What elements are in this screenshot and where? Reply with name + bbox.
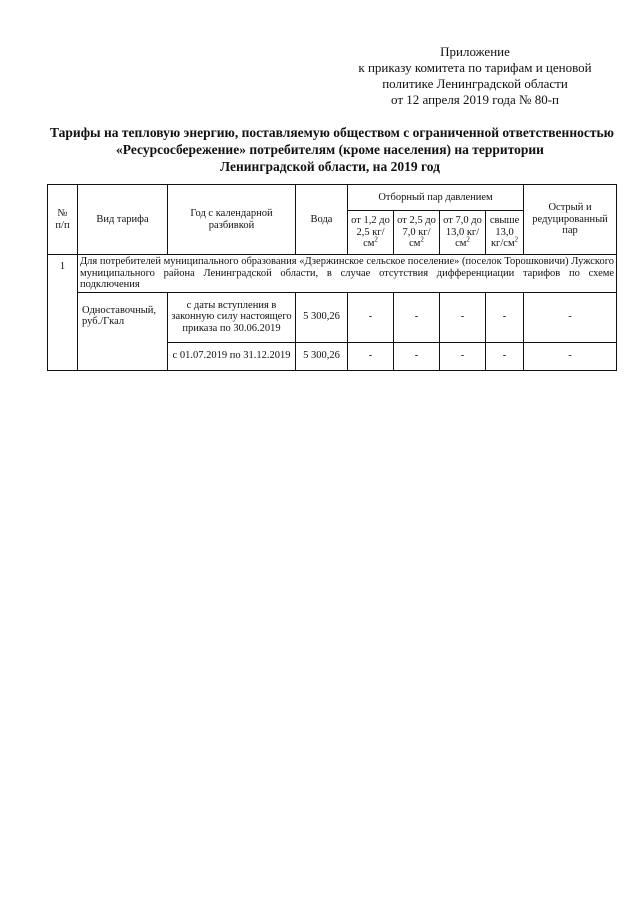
header-pressure-1-text: от 1,2 до 2,5 кг/см	[351, 215, 390, 250]
period-cell: с 01.07.2019 по 31.12.2019	[168, 342, 296, 370]
header-steam-group: Отборный пар давлением	[348, 185, 524, 211]
pressure-2-cell: -	[394, 292, 440, 342]
header-pressure-2-text: от 2,5 до 7,0 кг/см	[397, 215, 436, 250]
pressure-4-cell: -	[486, 342, 524, 370]
appendix-line-2: к приказу комитета по тарифам и ценовой	[358, 60, 592, 75]
header-tariff-type: Вид тарифа	[78, 185, 168, 255]
superscript-2: 2	[466, 235, 470, 244]
appendix-line-3: политике Ленинградской области	[382, 76, 568, 91]
title-line-2: «Ресурсосбережение» потребителям (кроме населения) на территории	[116, 142, 544, 157]
group-number: 1	[48, 255, 78, 371]
header-pressure-4-text: свыше 13,0 кг/см	[489, 215, 520, 250]
consumer-row	[48, 255, 617, 293]
title-line-1: Тарифы на тепловую энергию, поставляемую обществом с ограниченной ответственностью	[50, 125, 614, 140]
superscript-2: 2	[374, 235, 378, 244]
appendix-line-1: Приложение	[440, 44, 510, 59]
header-pressure-1	[348, 211, 394, 255]
sharp-steam-cell: -	[524, 342, 617, 370]
header-pressure-4	[486, 211, 524, 255]
table-row	[48, 292, 617, 342]
header-pressure-3-text: от 7,0 до 13,0 кг/см	[443, 215, 482, 250]
pressure-1-cell: -	[348, 342, 394, 370]
appendix-block	[340, 44, 610, 108]
pressure-2-cell: -	[394, 342, 440, 370]
header-num	[48, 185, 78, 255]
header-period: Год с календарной разбивкой	[168, 185, 296, 255]
header-num-line-2: п/п	[55, 219, 70, 231]
header-sharp-steam: Острый и редуцированный пар	[524, 185, 617, 255]
header-num-line-1: №	[57, 208, 68, 219]
title-line-3: Ленинградской области, на 2019 год	[220, 159, 440, 174]
superscript-2: 2	[514, 235, 519, 244]
appendix-line-4: от 12 апреля 2019 года № 80-п	[390, 92, 559, 107]
header-pressure-2	[394, 211, 440, 255]
consumer-description: Для потребителей муниципального образования «Дзержинское сельское поселение» (поселок Торошковичи) Лужского муниципального района Ленинградской области, в случае отсутствия дифференциации тарифов по схеме подключения	[78, 255, 617, 293]
pressure-3-cell: -	[440, 292, 486, 342]
header-water: Вода	[296, 185, 348, 255]
period-cell: с даты вступления в законную силу настоящего приказа по 30.06.2019	[168, 292, 296, 342]
sharp-steam-cell: -	[524, 292, 617, 342]
document-title	[50, 124, 614, 175]
pressure-3-cell: -	[440, 342, 486, 370]
pressure-4-cell: -	[486, 292, 524, 342]
superscript-2: 2	[420, 235, 424, 244]
water-cell: 5 300,26	[296, 292, 348, 342]
tariff-type-cell: Одноставочный, руб./Гкал	[78, 292, 168, 370]
pressure-1-cell: -	[348, 292, 394, 342]
water-cell: 5 300,26	[296, 342, 348, 370]
header-row-1	[48, 185, 617, 211]
header-pressure-3	[440, 211, 486, 255]
tariff-table	[47, 184, 617, 371]
